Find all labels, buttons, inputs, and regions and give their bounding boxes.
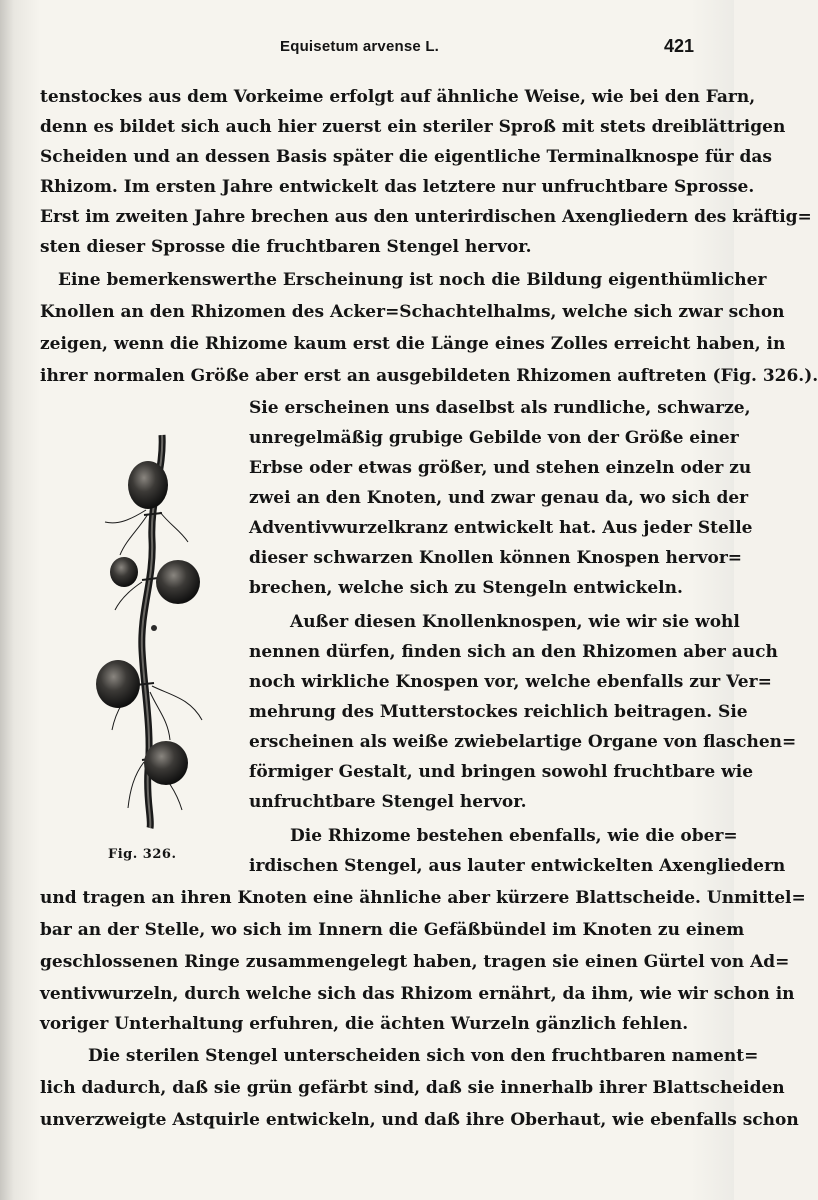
text-line: ventivwurzeln, durch welche sich das Rhizom ernährt, da ihm, wie wir schon in	[40, 984, 795, 1004]
text-line: unregelmäßig grubige Gebilde von der Größe einer	[249, 428, 739, 448]
text-line: Scheiden und an dessen Basis später die eigentliche Terminalknospe für das	[40, 147, 772, 167]
text-line: voriger Unterhaltung erfuhren, die ächten Wurzeln gänzlich fehlen.	[40, 1014, 689, 1034]
text-line: nennen dürfen, finden sich an den Rhizomen aber auch	[249, 642, 778, 662]
text-line: Erst im zweiten Jahre brechen aus den unterirdischen Axengliedern des kräftig=	[40, 207, 812, 227]
text-line: dieser schwarzen Knollen können Knospen hervor=	[249, 548, 743, 568]
text-line: brechen, welche sich zu Stengeln entwickeln.	[249, 578, 683, 598]
text-line: unverzweigte Astquirle entwickeln, und daß ihre Oberhaut, wie ebenfalls schon	[40, 1110, 799, 1130]
page-header	[40, 38, 694, 64]
text-line: Sie erscheinen uns daselbst als rundliche, schwarze,	[249, 398, 751, 418]
figure-caption: Fig. 326.	[108, 847, 177, 862]
text-line: Außer diesen Knollenknospen, wie wir sie wohl	[290, 612, 740, 632]
text-line: Knollen an den Rhizomen des Acker=Schachtelhalms, welche sich zwar schon	[40, 302, 785, 322]
text-line: tenstockes aus dem Vorkeime erfolgt auf ähnliche Weise, wie bei den Farn,	[40, 87, 756, 107]
text-line: ihrer normalen Größe aber erst an ausgebildeten Rhizomen auftreten (Fig. 326.).	[40, 366, 818, 386]
text-line: denn es bildet sich auch hier zuerst ein steriler Sproß mit stets dreiblättrigen	[40, 117, 786, 137]
text-line: unfruchtbare Stengel hervor.	[249, 792, 527, 812]
text-line: bar an der Stelle, wo sich im Innern die Gefäßbündel im Knoten zu einem	[40, 920, 745, 940]
running-title: Equisetum arvense L.	[280, 38, 440, 55]
text-line: zwei an den Knoten, und zwar genau da, wo sich der	[249, 488, 749, 508]
text-line: sten dieser Sprosse die fruchtbaren Stengel hervor.	[40, 237, 532, 257]
page-number: 421	[663, 36, 694, 56]
tuber-shape	[96, 660, 140, 708]
text-line: mehrung des Mutterstockes reichlich beitragen. Sie	[249, 702, 748, 722]
tuber-shape	[144, 741, 188, 785]
rhizome-tuber-illustration	[90, 430, 220, 830]
text-line: lich dadurch, daß sie grün gefärbt sind, daß sie innerhalb ihrer Blattscheiden	[40, 1078, 785, 1098]
text-line: Die sterilen Stengel unterscheiden sich von den fruchtbaren nament=	[88, 1046, 759, 1066]
text-line: Erbse oder etwas größer, und stehen einzeln oder zu	[249, 458, 752, 478]
tuber-shape	[156, 560, 200, 604]
text-line: erscheinen als weiße zwiebelartige Organe von flaschen=	[249, 732, 797, 752]
text-line: zeigen, wenn die Rhizome kaum erst die Länge eines Zolles erreicht haben, in	[40, 334, 786, 354]
text-line: Die Rhizome bestehen ebenfalls, wie die ober=	[290, 826, 738, 846]
text-line: förmiger Gestalt, und bringen sowohl fruchtbare wie	[249, 762, 754, 782]
tuber-shape	[110, 557, 138, 587]
text-line: Rhizom. Im ersten Jahre entwickelt das letztere nur unfruchtbare Sprosse.	[40, 177, 755, 197]
text-line: irdischen Stengel, aus lauter entwickelten Axengliedern	[249, 856, 786, 876]
text-line: Eine bemerkenswerthe Erscheinung ist noch die Bildung eigenthümlicher	[58, 270, 767, 290]
tuber-shape	[128, 461, 168, 509]
text-line: noch wirkliche Knospen vor, welche ebenfalls zur Ver=	[249, 672, 772, 692]
text-line: geschlossenen Ringe zusammengelegt haben, tragen sie einen Gürtel von Ad=	[40, 952, 790, 972]
text-line: und tragen an ihren Knoten eine ähnliche aber kürzere Blattscheide. Unmittel=	[40, 888, 806, 908]
text-line: Adventivwurzelkranz entwickelt hat. Aus jeder Stelle	[249, 518, 753, 538]
